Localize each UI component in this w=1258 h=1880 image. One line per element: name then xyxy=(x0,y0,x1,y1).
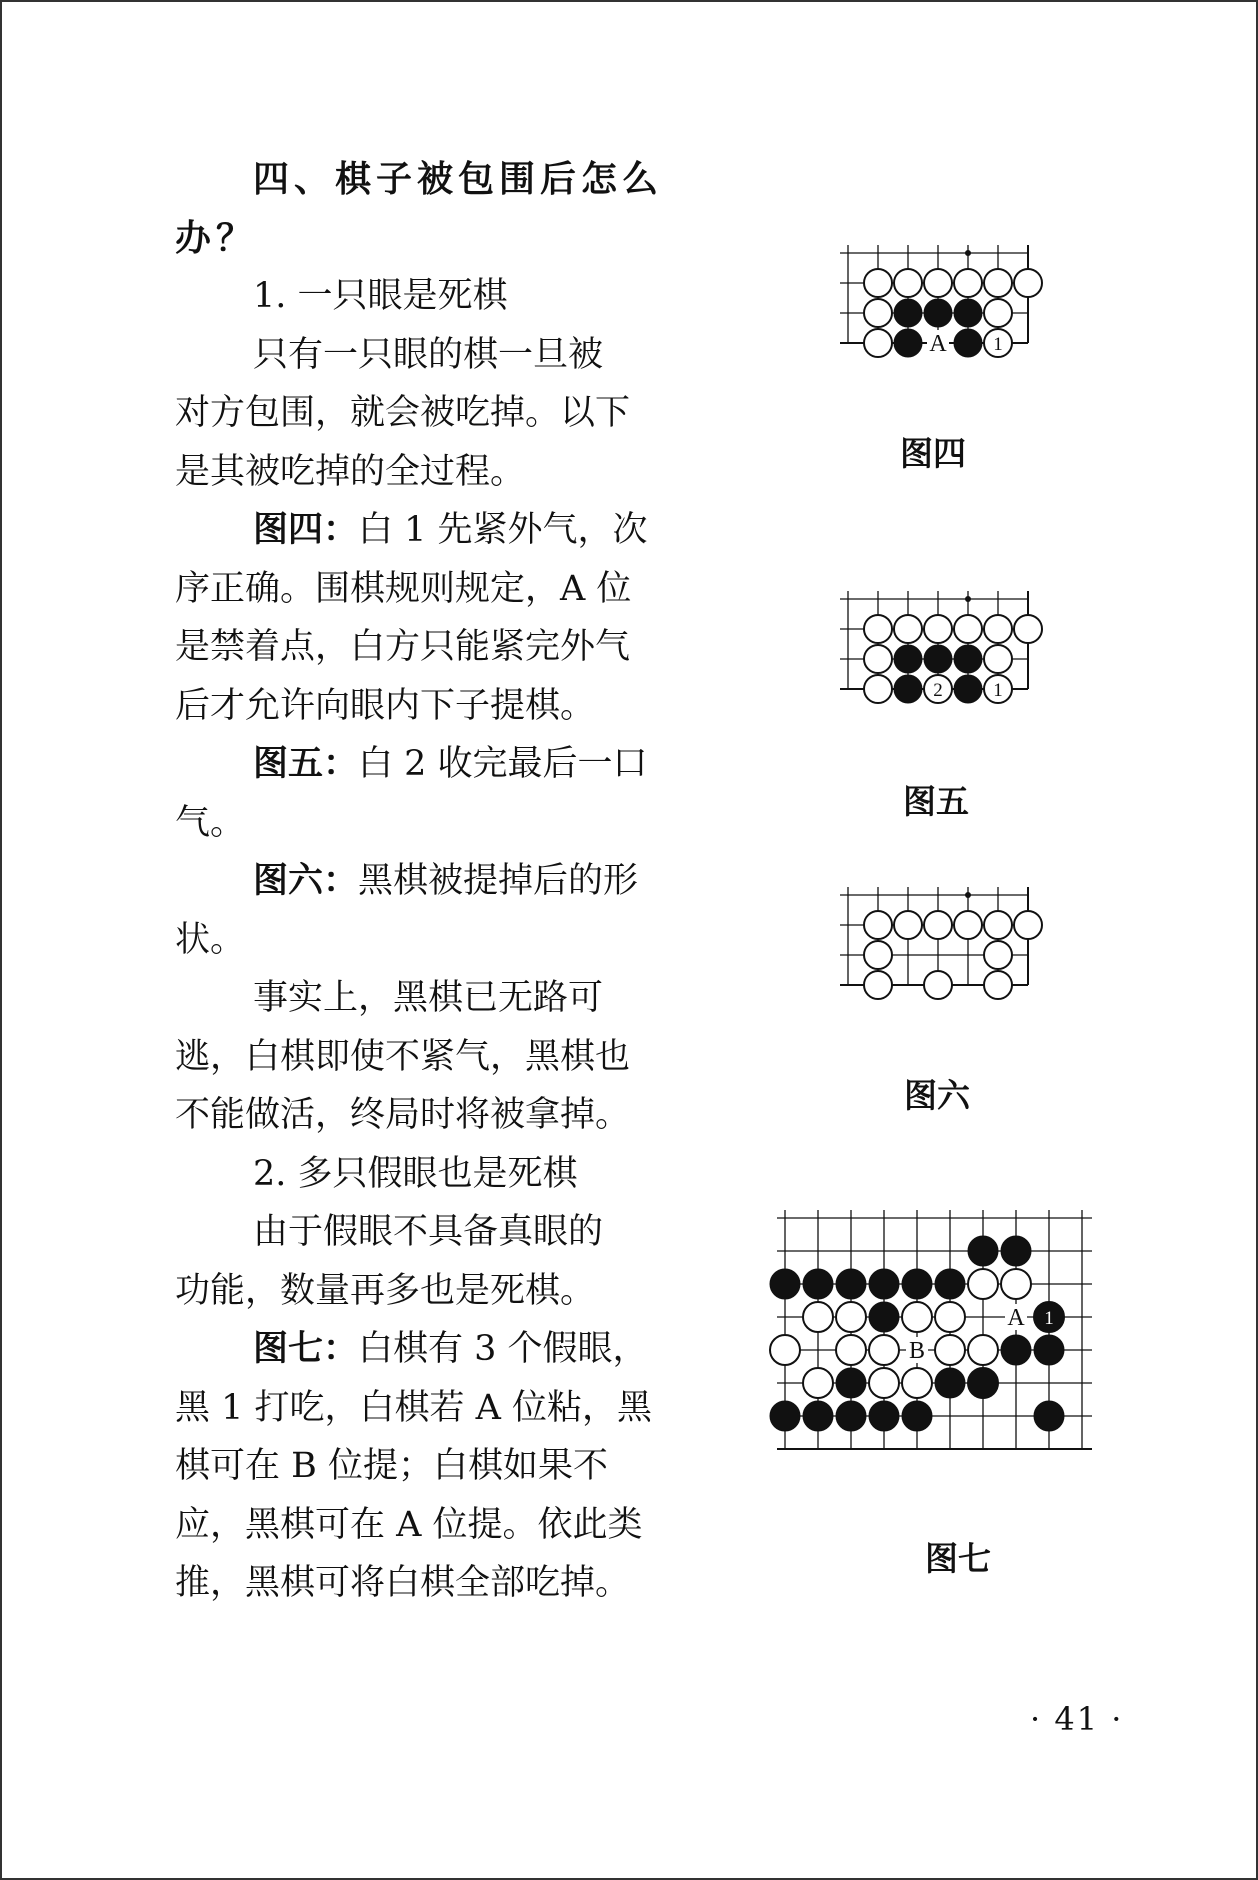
white-stone xyxy=(770,1335,800,1365)
star-point xyxy=(965,250,971,256)
black-stone xyxy=(902,1269,932,1299)
white-stone xyxy=(1001,1269,1031,1299)
black-stone xyxy=(836,1269,866,1299)
white-stone xyxy=(869,1368,899,1398)
fig7-caption: 图七 xyxy=(925,1539,991,1578)
black-stone xyxy=(803,1269,833,1299)
white-stone xyxy=(864,269,892,297)
paragraph-line: 功能，数量再多也是死棋。 xyxy=(175,1270,596,1311)
white-stone xyxy=(836,1302,866,1332)
point-letter: A xyxy=(929,331,947,357)
white-stone xyxy=(864,329,892,357)
page-number: · 41 · xyxy=(1030,1700,1124,1738)
black-stone xyxy=(954,645,982,673)
paragraph-line: 对方包围，就会被吃掉。以下 xyxy=(175,393,631,433)
text-column xyxy=(175,150,675,1613)
white-stone xyxy=(902,1368,932,1398)
black-stone xyxy=(924,645,952,673)
paragraph-line: 应，黑棋可在 A 位提。依此类 xyxy=(175,1504,643,1545)
white-stone xyxy=(836,1335,866,1365)
white-stone xyxy=(1014,615,1042,643)
white-stone xyxy=(894,911,922,939)
white-stone xyxy=(894,615,922,643)
white-stone xyxy=(924,615,952,643)
black-stone xyxy=(770,1401,800,1431)
fig7-ref: 图七： xyxy=(253,1328,359,1369)
black-stone xyxy=(836,1368,866,1398)
black-stone xyxy=(836,1401,866,1431)
paragraph-text: 白 1 先紧外气，次 xyxy=(358,510,648,550)
white-stone xyxy=(924,269,952,297)
white-stone xyxy=(954,615,982,643)
white-stone xyxy=(1014,269,1042,297)
paragraph-line: 事实上，黑棋已无路可 xyxy=(253,978,604,1018)
point-letter: A xyxy=(1007,1305,1025,1331)
black-stone xyxy=(968,1368,998,1398)
black-stone xyxy=(924,299,952,327)
paragraph-line: 气。 xyxy=(175,802,246,843)
black-stone xyxy=(902,1401,932,1431)
black-stone xyxy=(803,1401,833,1431)
white-stone xyxy=(984,645,1012,673)
paragraph-line: 推，黑棋可将白棋全部吃掉。 xyxy=(175,1563,631,1603)
white-stone xyxy=(935,1302,965,1332)
fig4-ref: 图四： xyxy=(253,509,359,550)
paragraph-line: 序正确。围棋规则规定，A 位 xyxy=(175,568,632,609)
star-point xyxy=(965,596,971,602)
paragraph-line: 不能做活，终局时将被拿掉。 xyxy=(175,1095,631,1135)
white-stone xyxy=(984,299,1012,327)
fig6-ref: 图六： xyxy=(253,860,359,901)
black-stone xyxy=(869,1269,899,1299)
black-stone xyxy=(935,1269,965,1299)
section-heading: 四、棋子被包围后怎么 xyxy=(253,158,664,200)
fig7-paragraph xyxy=(175,1320,675,1379)
white-stone xyxy=(864,299,892,327)
white-stone xyxy=(924,971,952,999)
white-stone xyxy=(864,645,892,673)
white-stone xyxy=(984,941,1012,969)
paragraph-line: 由于假眼不具备真眼的 xyxy=(253,1212,604,1252)
white-stone xyxy=(935,1335,965,1365)
section-heading-cont: 办？ xyxy=(175,216,258,259)
fig5-paragraph xyxy=(175,735,675,794)
black-stone xyxy=(1034,1401,1064,1431)
black-stone xyxy=(894,299,922,327)
paragraph-line: 棋可在 B 位提；白棋如果不 xyxy=(175,1446,608,1486)
white-stone xyxy=(864,675,892,703)
paragraph-text: 白棋有 3 个假眼， xyxy=(358,1329,648,1369)
white-stone xyxy=(924,911,952,939)
fig5-caption: 图五 xyxy=(903,782,969,821)
paragraph-line: 逃，白棋即使不紧气，黑棋也 xyxy=(175,1036,631,1077)
fig4-paragraph xyxy=(175,501,675,560)
white-stone xyxy=(968,1269,998,1299)
black-stone xyxy=(894,329,922,357)
stone-number: 1 xyxy=(993,680,1003,701)
paragraph-line: 状。 xyxy=(175,919,246,960)
paragraph-text: 白 2 收完最后一口 xyxy=(358,744,648,784)
black-stone xyxy=(935,1368,965,1398)
go-diagram-fig4 xyxy=(820,238,1070,398)
white-stone xyxy=(803,1302,833,1332)
go-diagram-fig6 xyxy=(820,880,1070,1040)
fig6-caption: 图六 xyxy=(904,1076,970,1115)
black-stone xyxy=(954,299,982,327)
white-stone xyxy=(1014,911,1042,939)
black-stone xyxy=(954,675,982,703)
white-stone xyxy=(803,1368,833,1398)
black-stone xyxy=(770,1269,800,1299)
white-stone xyxy=(869,1335,899,1365)
white-stone xyxy=(902,1302,932,1332)
paragraph-line: 是其被吃掉的全过程。 xyxy=(175,451,526,492)
black-stone xyxy=(1034,1335,1064,1365)
point-letter: B xyxy=(908,1338,926,1364)
white-stone xyxy=(864,615,892,643)
black-stone xyxy=(968,1236,998,1266)
black-stone xyxy=(894,675,922,703)
paragraph-text: 黑棋被提掉后的形 xyxy=(358,861,639,901)
subsection-title: 2. 多只假眼也是死棋 xyxy=(253,1153,578,1194)
fig4-caption: 图四 xyxy=(900,434,966,473)
white-stone xyxy=(954,911,982,939)
go-diagram-fig5 xyxy=(820,584,1070,744)
white-stone xyxy=(984,269,1012,297)
paragraph-line: 黑 1 打吃，白棋若 A 位粘，黑 xyxy=(175,1387,653,1428)
star-point xyxy=(965,892,971,898)
white-stone xyxy=(864,941,892,969)
black-stone xyxy=(954,329,982,357)
subsection-title: 1. 一只眼是死棋 xyxy=(253,276,508,316)
paragraph-line: 是禁着点，白方只能紧完外气 xyxy=(175,627,631,667)
white-stone xyxy=(864,971,892,999)
paragraph-line: 只有一只眼的棋一旦被 xyxy=(253,334,604,375)
paragraph-line: 后才允许向眼内下子提棋。 xyxy=(175,685,596,726)
white-stone xyxy=(984,911,1012,939)
white-stone xyxy=(968,1335,998,1365)
go-diagram-fig7 xyxy=(760,1200,1120,1530)
stone-number: 1 xyxy=(993,334,1003,355)
fig5-ref: 图五： xyxy=(253,743,359,784)
white-stone xyxy=(984,615,1012,643)
fig6-paragraph xyxy=(175,852,675,911)
white-stone xyxy=(984,971,1012,999)
white-stone xyxy=(864,911,892,939)
white-stone xyxy=(954,269,982,297)
black-stone xyxy=(869,1401,899,1431)
black-stone xyxy=(869,1302,899,1332)
black-stone xyxy=(1001,1335,1031,1365)
stone-number: 1 xyxy=(1044,1308,1054,1329)
black-stone xyxy=(894,645,922,673)
black-stone xyxy=(1001,1236,1031,1266)
white-stone xyxy=(894,269,922,297)
stone-number: 2 xyxy=(933,680,943,701)
